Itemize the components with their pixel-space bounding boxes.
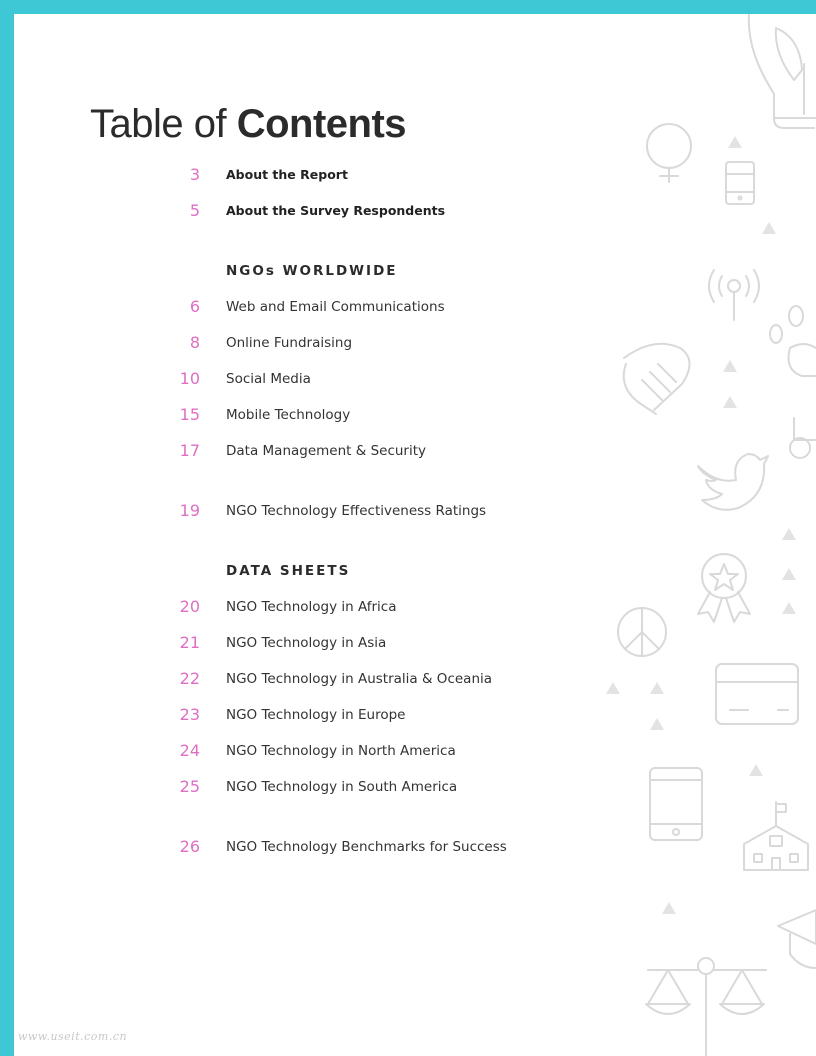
female-symbol-icon (647, 124, 691, 182)
page-number: 6 (189, 297, 200, 316)
section-heading-worldwide: NGOs WORLDWIDE (226, 263, 398, 279)
peace-sign-icon (618, 608, 666, 656)
entry-title: About the Survey Respondents (226, 203, 446, 218)
entry-title: Social Media (226, 371, 311, 387)
page-number: 20 (179, 597, 200, 616)
balance-scale-icon (646, 958, 766, 1056)
entry-title: Web and Email Communications (226, 299, 445, 315)
page-number: 21 (179, 633, 200, 652)
paw-print-icon (770, 306, 816, 376)
twitter-bird-icon (698, 454, 768, 510)
lightbulb-plant-icon (749, 14, 816, 128)
school-building-icon (744, 802, 808, 870)
watermark: www.useit.com.cn (18, 1030, 128, 1043)
decorative-icons (14, 14, 816, 1056)
page-number: 24 (179, 741, 200, 760)
entry-title: Online Fundraising (226, 335, 353, 351)
page-number: 22 (179, 669, 200, 688)
entry-title: Data Management & Security (226, 443, 427, 459)
page-number: 3 (189, 165, 200, 184)
entry-title: NGO Technology in Europe (226, 707, 406, 723)
page-number: 23 (179, 705, 200, 724)
page-number: 19 (179, 501, 200, 520)
signal-tower-icon (709, 270, 759, 320)
entry-title: NGO Technology Benchmarks for Success (226, 839, 507, 855)
page-number: 5 (189, 201, 200, 220)
mobile-phone-icon (726, 162, 754, 204)
page-number: 8 (189, 333, 200, 352)
graduation-cap-icon (778, 910, 816, 968)
page-number: 17 (179, 441, 200, 460)
page-title: Table of Contents (90, 102, 407, 146)
entry-title: NGO Technology in Africa (226, 599, 397, 615)
award-ribbon-icon (698, 554, 750, 622)
page-number: 25 (179, 777, 200, 796)
entry-title: NGO Technology in Asia (226, 635, 387, 651)
tablet-icon (650, 768, 702, 840)
entry-title: NGO Technology in South America (226, 779, 458, 795)
handshake-icon (624, 344, 690, 414)
section-heading-datasheets: DATA SHEETS (226, 563, 351, 579)
entry-title: NGO Technology in Australia & Oceania (226, 671, 493, 687)
toc-page (14, 14, 816, 1056)
entry-title: NGO Technology in North America (226, 743, 456, 759)
entry-title: Mobile Technology (226, 407, 351, 423)
entry-title: About the Report (226, 167, 348, 182)
page-number: 26 (179, 837, 200, 856)
wheelchair-icon (790, 418, 816, 458)
credit-card-icon (716, 664, 798, 724)
entry-title: NGO Technology Effectiveness Ratings (226, 503, 487, 519)
page-number: 15 (179, 405, 200, 424)
page-number: 10 (179, 369, 200, 388)
